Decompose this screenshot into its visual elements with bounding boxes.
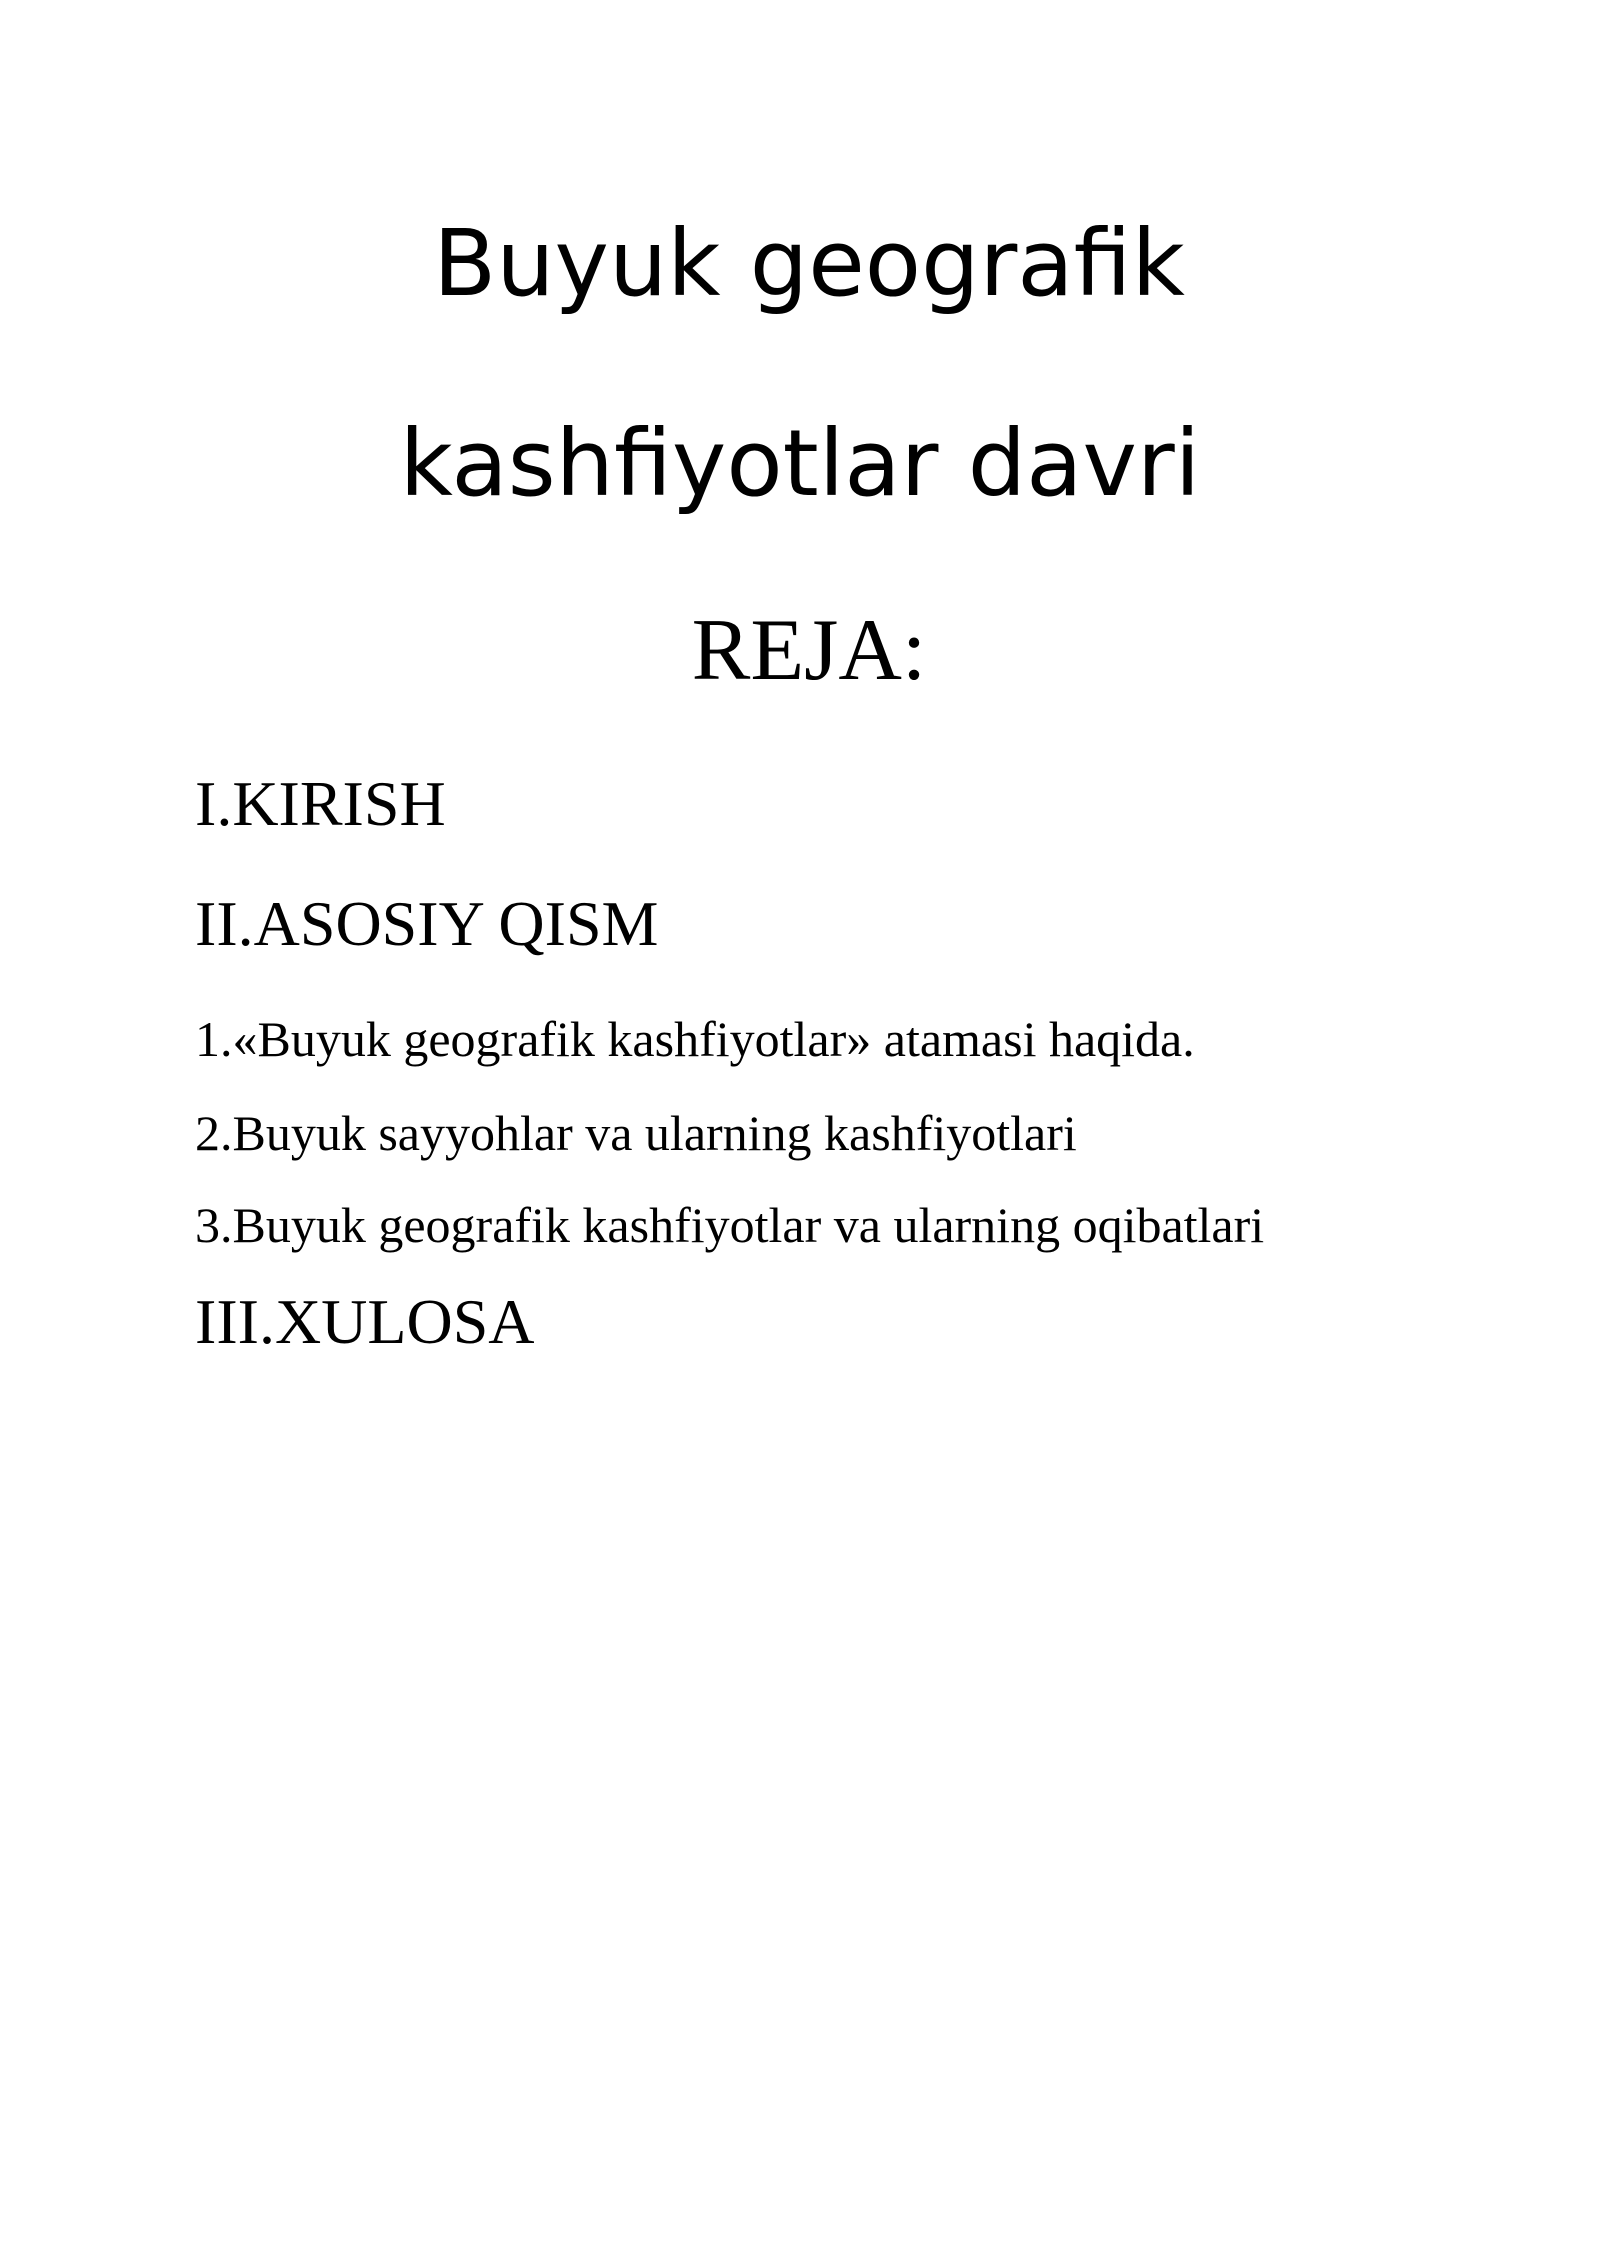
plan-heading: REJA: xyxy=(691,602,927,699)
plan-subitem-2: 2.Buyuk sayyohlar va ularning kashfiyotlari xyxy=(195,1105,1077,1161)
plan-item-introduction: I.KIRISH xyxy=(195,768,446,839)
plan-item-conclusion: III.XULOSA xyxy=(195,1286,535,1357)
document-title-line-2: kashfiyotlar davri xyxy=(399,410,1201,517)
document-title-line-1: Buyuk geografik xyxy=(433,210,1185,317)
plan-subitem-1: 1.«Buyuk geografik kashfiyotlar» atamasi haqida. xyxy=(195,1011,1195,1067)
plan-subitem-3: 3.Buyuk geografik kashfiyotlar va ularning oqibatlari xyxy=(195,1197,1265,1253)
plan-item-main-part: II.ASOSIY QISM xyxy=(195,888,659,959)
